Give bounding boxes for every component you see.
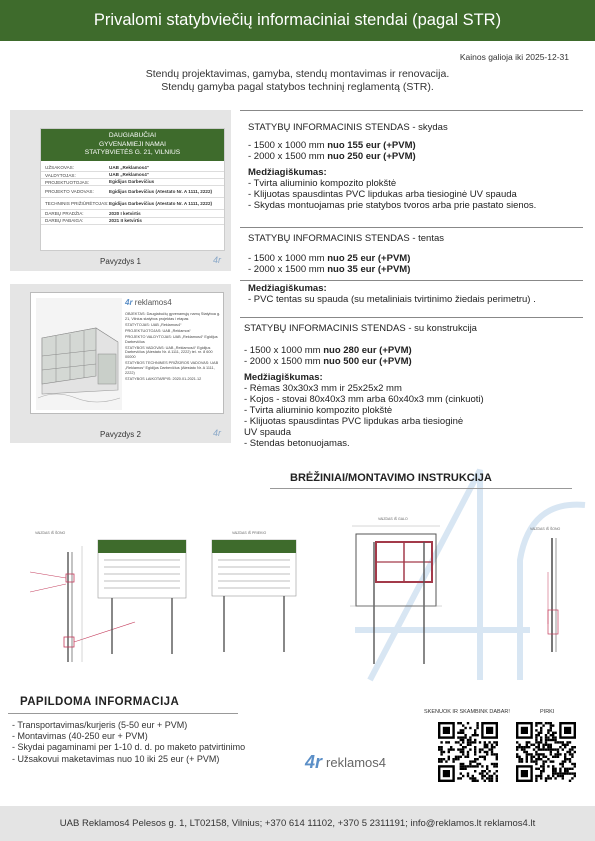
- intro-line: Stendų gamyba pagal statybos techninį reglamentą (STR).: [161, 81, 434, 93]
- extra-info-item: - Transportavimas/kurjeris (5-50 eur + PVM): [12, 720, 188, 730]
- price-value: nuo 250 eur (+PVM): [327, 151, 416, 162]
- qr-code-buy-icon[interactable]: [516, 722, 576, 782]
- drawing-caption: VAIZDAS IŠ GALO: [378, 517, 408, 521]
- sign-row-key: DARBŲ PRADŽIA:: [45, 210, 84, 216]
- materials-title: Medžiagiškumas:: [248, 167, 327, 178]
- price-value: nuo 500 eur (+PVM): [323, 356, 412, 367]
- price-line: [244, 356, 484, 367]
- sample-2-sign: [30, 292, 224, 414]
- drawing-caption: VAIZDAS IŠ PRIEKIO: [232, 531, 267, 535]
- sign-row-value: 2020 I ketvirtis: [109, 210, 141, 216]
- material-item: - Tvirta aliuminio kompozito plokštė: [248, 178, 397, 189]
- sign-row-value: Egidijus Darbevičius: [109, 179, 155, 185]
- divider: [240, 110, 583, 111]
- materials-title: Medžiagiškumas:: [244, 372, 323, 383]
- divider: [240, 317, 583, 318]
- sign-line: PROJEKTUOTOJAS: UAB „Reklamos“: [125, 328, 191, 333]
- technical-drawings: [20, 512, 580, 672]
- drawing-caption: VAIZDAS IŠ ŠONO: [35, 531, 66, 535]
- sample-2-logo: [125, 298, 221, 307]
- intro-text: [0, 68, 595, 94]
- sign-row-value: Egidijus Darbevičius (Atestato Nr. A 1111, 2222): [109, 201, 213, 207]
- sign-row: [41, 210, 224, 217]
- sample-2-text: [125, 298, 221, 383]
- extra-info-title: PAPILDOMA INFORMACIJA: [20, 696, 180, 708]
- material-item: - Tvirta aliuminio kompozito plokštė: [244, 405, 393, 416]
- sign-row: [41, 186, 224, 198]
- sign-row-key: TECHNINIS PRIŽIŪRĖTOJAS:: [45, 201, 109, 207]
- section-skydas-body: [248, 140, 536, 211]
- material-item: - Skydas montuojamas prie statybos tvoros arba prie pastato sienos.: [248, 200, 537, 211]
- sign-title-line: GYVENAMIEJI NAMAI: [98, 140, 167, 148]
- logo-mark-icon: 4r: [305, 752, 323, 772]
- extra-info-item: - Užsakovui maketavimas nuo 10 iki 25 eur (+ PVM): [12, 753, 220, 764]
- qr-code-call-icon[interactable]: [438, 722, 498, 782]
- sign-row-value: UAB „Reklamos4“: [109, 165, 150, 171]
- sign-row-key: UŽSAKOVAS:: [45, 165, 75, 171]
- material-item: - Kojos - stovai 80x40x3 mm arba 60x40x3 mm (cinkuoti): [244, 394, 484, 405]
- divider: [240, 227, 583, 228]
- sign-line: PROJEKTO VALDYTOJAS: UAB „Reklamos4“ Egidijus Darbevičius: [125, 334, 218, 344]
- sign-row: [41, 165, 224, 172]
- extra-info-item: - Skydai pagaminami per 1-10 d. d. po maketo patvirtinimo: [12, 742, 246, 753]
- section-title-tentas: STATYBŲ INFORMACINIS STENDAS - tentas: [248, 233, 445, 244]
- materials-title: Medžiagiškumas:: [248, 283, 327, 294]
- material-item: UV spauda: [244, 427, 292, 438]
- price-line: [244, 345, 484, 356]
- price-line: [248, 253, 410, 264]
- section-tentas-body: [248, 253, 410, 275]
- sign-row: [41, 179, 224, 186]
- sample-2-logo-mark: 4r: [212, 428, 221, 438]
- section-konstrukcija-body: [244, 345, 484, 449]
- price-size: - 1500 x 1000 mm: [248, 140, 328, 151]
- sign-line: STATYBOS LAIKOTARPIS: 2020.01-2021.12: [125, 376, 202, 381]
- logo-text: reklamos4: [326, 755, 386, 770]
- price-value: nuo 155 eur (+PVM): [327, 140, 416, 151]
- building-render-image: [36, 298, 122, 410]
- sign-line: STATYTOJAS: UAB „Reklamos4“: [125, 322, 182, 327]
- material-item: - Rėmas 30x30x3 mm ir 25x25x2 mm: [244, 383, 402, 394]
- price-size: - 2000 x 1500 mm: [244, 356, 324, 367]
- divider: [270, 488, 572, 489]
- sign-row-key: DARBŲ PABAIGA:: [45, 218, 84, 224]
- sign-line: OBJEKTAS: Daugiabučių gyvenamųjų namų Statyboa g. 21, Vilnius statybos projektas i etapas: [125, 312, 221, 321]
- sample-1-panel: [10, 110, 231, 271]
- price-size: - 1500 x 1000 mm: [248, 253, 328, 264]
- intro-line: Stendų projektavimas, gamyba, stendų montavimas ir renovacija.: [145, 68, 450, 80]
- sign-row: [41, 218, 224, 225]
- price-value: nuo 280 eur (+PVM): [323, 345, 412, 356]
- sign-line: STATYBOS VADOVAS: UAB „Reklamos4“ Egidijus Darbevičius (Atestato Nr. A 1111, 2222) tel. nr. 8 600 00000: [125, 345, 213, 360]
- footer-contacts: UAB Reklamos4 Pelesos g. 1, LT02158, Vilnius; +370 614 11102, +370 5 2311191; info@reklamos.lt reklamos4.lt: [0, 806, 595, 841]
- sign-row-value: UAB „Reklamos4“: [109, 172, 150, 178]
- material-item: - Klijuotas spausdintas PVC lipdukas arba tiesioginė: [244, 416, 464, 427]
- price-line: [248, 140, 536, 151]
- sample-2-panel: [10, 284, 231, 443]
- drawing-caption: VAIZDAS IŠ ŠONO: [530, 527, 561, 531]
- drawings-title: BRĖŽINIAI/MONTAVIMO INSTRUKCIJA: [290, 472, 492, 484]
- sign-row-value: 2021 II ketvirtis: [109, 217, 142, 223]
- sign-row-key: VALDYTOJAS:: [45, 172, 76, 178]
- page-title: Privalomi statybviečių informaciniai stendai (pagal STR): [0, 0, 595, 41]
- qr-buy-label: PIRKI: [540, 709, 555, 715]
- qr-call-label: SKENUOK IR SKAMBINK DABAR!: [424, 709, 510, 715]
- price-line: [248, 264, 410, 275]
- section-title-konstrukcija: STATYBŲ INFORMACINIS STENDAS - su konstrukcija: [244, 323, 477, 334]
- divider: [8, 713, 238, 714]
- sign-title-line: STATYBVIETĖS G. 21, VILNIUS: [84, 149, 181, 157]
- sample-1-sign: [40, 128, 225, 251]
- price-size: - 1500 x 1000 mm: [244, 345, 324, 356]
- sign-line: STATYBOS TECHNINES PRIŽIŪROS VADOVAS: UAB „Reklamos“ Egidijus Darbevičius (Atestato Nr. A 1111, 2222): [125, 361, 219, 375]
- sign-row-key: PROJEKTO VADOVAS:: [45, 189, 94, 195]
- sign-row-key: PROJEKTUOTOJAS:: [45, 179, 90, 185]
- extra-info-item: - Montavimas (40-250 eur + PVM): [12, 731, 148, 742]
- price-value: nuo 25 eur (+PVM): [327, 253, 411, 264]
- material-item: - PVC tentas su spauda (su metaliniais tvirtinimo žiedais perimetru) .: [248, 294, 536, 305]
- price-size: - 2000 x 1500 mm: [248, 151, 328, 162]
- section-title-skydas: STATYBŲ INFORMACINIS STENDAS - skydas: [248, 122, 448, 133]
- extra-info-list: [12, 720, 245, 765]
- sign-title-line: DAUGIABUČIAI: [108, 132, 157, 139]
- logo-mark: 4r: [125, 298, 133, 307]
- price-validity: Kainos galioja iki 2025-12-31: [459, 52, 569, 62]
- material-item: - Stendas betonuojamas.: [244, 438, 350, 449]
- sign-row: [41, 172, 224, 179]
- price-value: nuo 35 eur (+PVM): [327, 264, 411, 275]
- sign-row: [41, 198, 224, 210]
- company-logo: [305, 752, 386, 773]
- section-tentas-materials: [248, 281, 536, 305]
- sample-1-logo-mark: 4r: [212, 255, 221, 265]
- sample-1-label: Pavyzdys 1: [100, 257, 141, 266]
- sign-row-value: Egidijus Darbevičius (Atestato Nr. A 1111, 2222): [109, 189, 213, 195]
- material-item: - Klijuotas spausdintas PVC lipdukas arba tiesioginė UV spauda: [248, 189, 517, 200]
- price-line: [248, 151, 536, 162]
- sample-1-sign-title: [41, 129, 224, 161]
- sample-2-label: Pavyzdys 2: [100, 430, 141, 439]
- logo-text: reklamos4: [134, 298, 172, 307]
- price-size: - 2000 x 1500 mm: [248, 264, 328, 275]
